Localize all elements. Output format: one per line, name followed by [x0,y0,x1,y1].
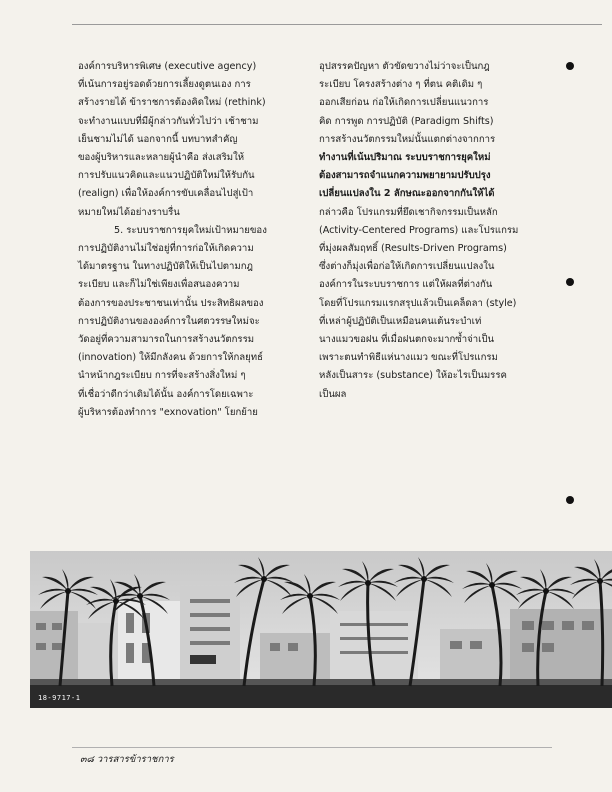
text-line: นำหน้ากฎระเบียบ การที่จะสร้างสิ่งใหม่ ๆ [78,370,246,382]
text-line: ต้องสามารถจำแนกความพยายามปรับปรุง [319,170,491,182]
text-line: ทำงานที่เน้นปริมาณ ระบบราชการยุคใหม่ [319,152,491,164]
text-line: จะทำงานแบบที่มีผู้กล่าวกันทั่วไปว่า เช้าชาม [78,115,259,127]
binding-hole-dot [566,278,574,286]
binding-hole-dot [566,496,574,504]
footer-rule [72,747,552,748]
text-line: องค์การบริหารพิเศษ (executive agency) [78,61,257,72]
text-line: เปลี่ยนแปลงใน 2 ลักษณะออกจากกันให้ได้ [319,188,495,200]
text-line: ที่เน้นการอยู่รอดด้วยการเลี้ยงดูตนเอง การ [78,79,251,91]
text-line: เย็นชามไม่ได้ นอกจากนี้ บทบาทสำคัญ [78,133,238,145]
text-line: การปฏิบัติงานไม่ใช่อยู่ที่การก่อให้เกิดความ [78,243,254,255]
text-line: (innovation) ให้มีกลังคน ด้วยการให้กลยุทธ์ [78,352,263,364]
text-line: (realign) เพื่อให้องค์การขับเคลื่อนไปสู่เป้า [78,188,254,200]
text-line: เพราะตนทำพิธีแห่นางแมว ขณะที่โปรแกรม [319,352,498,364]
text-line: ต้องการของประชาชนเท่านั้น ประสิทธิผลของ [78,297,264,309]
text-line: ได้มาตรฐาน ในทางปฏิบัติให้เป็นไปตามกฎ [78,261,253,273]
text-line: วัดอยู่ที่ความสามารถในการสร้างนวัตกรรม [78,334,255,346]
text-line: โดยที่โปรแกรมแรกสรุปแล้วเป็นเคล็ดลา (style) [319,297,517,309]
text-line: ที่เชื่อว่าดีกว่าเดิมได้นั้น องค์การโดยเฉพาะ [78,388,254,400]
left-text-column [78,58,293,422]
text-line: ของผู้บริหารและหลายผู้นำคือ ส่งเสริมให้ [78,152,245,164]
text-line: กล่าวคือ โปรแกรมที่ยึดเชากิจกรรมเป็นหลัก [319,206,498,218]
text-line: ซึ่งต่างก็มุ่งเพื่อก่อให้เกิดการเปลี่ยนแปลงใน [319,261,495,273]
text-line: ออกเสียก่อน ก่อให้เกิดการเปลี่ยนแนวการ [319,97,489,109]
text-line: สร้างรายได้ ข้าราชการต้องคิดใหม่ (rethink) [78,97,266,109]
palm-trees-illustration [30,551,612,708]
binding-hole-dot [566,62,574,70]
text-line: ผู้บริหารต้องทำการ "exnovation" โยกย้าย [78,406,258,418]
page-footer: ๓๘ วารสารข้าราชการ [80,754,174,765]
text-line: ระเบียบ และก็ไม่ใช่เพียงเพื่อสนองความ [78,279,240,291]
text-line: องค์การในระบบราชการ แต่ให้ผลที่ต่างกัน [319,279,493,291]
text-line: การปฏิบัติงานขององค์การในศตวรรษใหม่จะ [78,315,260,327]
text-line: หลังเป็นสาระ (substance) ให้อะไรเป็นมรรค [319,370,507,382]
text-line: 5. ระบบราชการยุคใหม่เป้าหมายของ [114,224,267,236]
palm-trees-photo [30,551,612,708]
text-line: ที่เหล่าผู้ปฏิบัติเป็นเหมือนคนเต้นระบำเท่ [319,315,482,327]
text-line: นางแมวขอฝน ที่เมื่อฝนตกจะมากซ้ำจ่าเป็น [319,334,495,346]
photo-code: 18-9717-1 [38,694,81,702]
right-text-column [319,58,545,404]
text-line: การสร้างนวัตกรรมใหม่นั้นแตกต่างจากการ [319,133,496,145]
text-line: (Activity-Centered Programs) และโปรแกรม [319,224,519,236]
text-line: หมายใหม่ได้อย่างราบรื่น [78,206,180,218]
text-line: ที่มุ่งผลสัมฤทธิ์ (Results-Driven Programs) [319,243,507,255]
text-line: อุปสรรคปัญหา ตัวขัดขวางไม่ว่าจะเป็นกฎ [319,61,490,72]
text-line: คิด การพูด การปฏิบัติ (Paradigm Shifts) [319,115,494,127]
text-line: เป็นผล [319,388,347,400]
top-rule [72,24,602,25]
text-line: ระเบียบ โครงสร้างต่าง ๆ ที่ตน คติเดิม ๆ [319,79,483,91]
text-line: การปรับแนวคิดและแนวปฏิบัติใหม่ให้รับกัน [78,170,255,182]
